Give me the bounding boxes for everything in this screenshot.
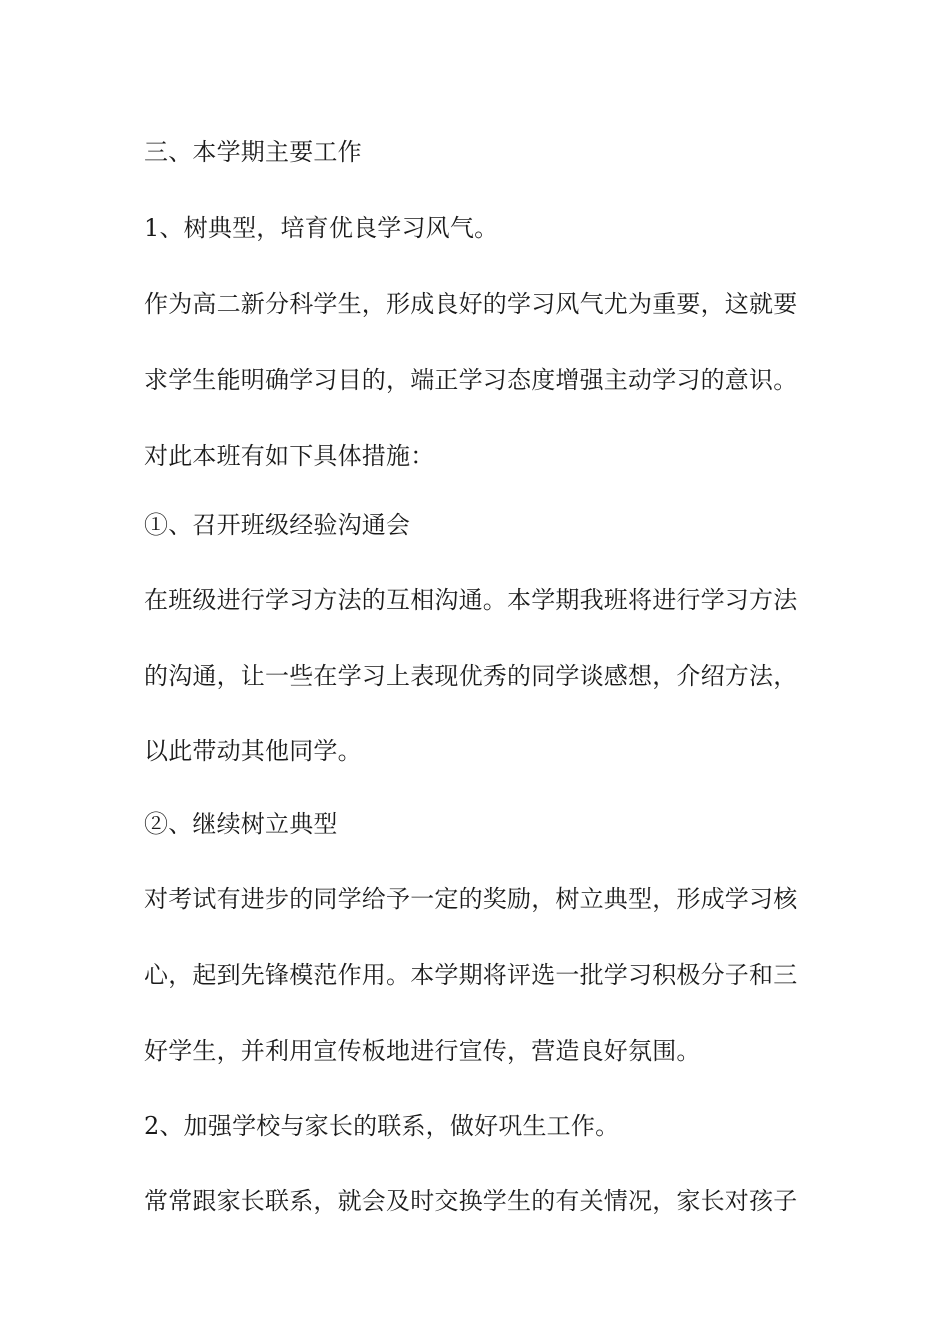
subheading-2: 2、加强学校与家长的联系，做好巩生工作。 <box>144 1112 620 1140</box>
paragraph-line: 以此带动其他同学。 <box>144 737 362 765</box>
paragraph-line: 好学生，并利用宣传板地进行宣传，营造良好氛围。 <box>144 1037 701 1065</box>
paragraph-line: 对考试有进步的同学给予一定的奖励，树立典型，形成学习核 <box>144 885 798 913</box>
paragraph-line: 心，起到先锋模范作用。本学期将评选一批学习积极分子和三 <box>144 961 798 989</box>
paragraph-line: 在班级进行学习方法的互相沟通。本学期我班将进行学习方法 <box>144 586 798 614</box>
subheading-1: 1、树典型，培育优良学习风气。 <box>144 214 499 242</box>
paragraph-line: 常常跟家长联系，就会及时交换学生的有关情况，家长对孩子 <box>144 1187 798 1215</box>
paragraph-line: 的沟通，让一些在学习上表现优秀的同学谈感想，介绍方法， <box>144 662 798 690</box>
list-item-heading-2: ②、继续树立典型 <box>144 810 338 838</box>
section-heading: 三、本学期主要工作 <box>144 138 362 166</box>
list-item-heading-1: ①、召开班级经验沟通会 <box>144 511 411 539</box>
paragraph-line: 求学生能明确学习目的，端正学习态度增强主动学习的意识。 <box>144 366 798 394</box>
paragraph-line: 作为高二新分科学生，形成良好的学习风气尤为重要，这就要 <box>144 290 798 318</box>
paragraph-line: 对此本班有如下具体措施： <box>144 442 435 470</box>
